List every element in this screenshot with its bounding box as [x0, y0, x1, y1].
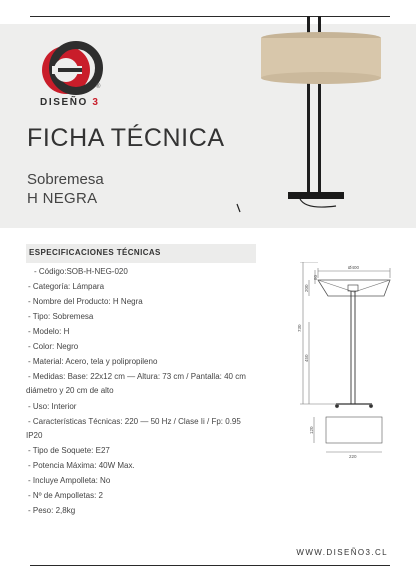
spec-item: - Tipo de Soquete: E27: [28, 446, 110, 455]
spec-item: - Material: Acero, tela y polipropileno: [28, 357, 158, 366]
lamp-base: [288, 192, 344, 199]
product-category: Sobremesa: [27, 171, 104, 188]
technical-drawing: [288, 262, 396, 462]
brand-word: DISEÑO: [40, 97, 88, 108]
spec-item-continued: IP20: [26, 431, 43, 440]
spec-item-continued: diámetro y 20 cm de alto: [26, 386, 114, 395]
spec-item: - Color: Negro: [28, 342, 79, 351]
lamp-shade-bottom: [261, 72, 381, 84]
dim-total-label: 730: [297, 324, 302, 332]
footer-website-link[interactable]: WWW.DISEÑO3.CL: [296, 548, 388, 557]
brand-name: [40, 97, 100, 108]
spec-item: - Nombre del Producto: H Negra: [28, 297, 143, 306]
drawing-base-plan: [326, 417, 382, 443]
spec-item: - Peso: 2,8kg: [28, 506, 76, 515]
dim-stem-label: 450: [304, 354, 309, 362]
lamp-photo: [236, 16, 406, 216]
lamp-cable-end: [237, 204, 240, 212]
spec-item: - Medidas: Base: 22x12 cm — Altura: 73 cm / Pantalla: 40 cm: [28, 372, 246, 381]
drawing-shade: [318, 280, 390, 296]
spec-item: - Incluye Ampolleta: No: [28, 476, 111, 485]
spec-item: - Nº de Ampolletas: 2: [28, 491, 103, 500]
specs-heading-label: ESPECIFICACIONES TÉCNICAS: [29, 248, 161, 257]
lamp-cable: [300, 199, 336, 207]
dim-base-depth-label: 120: [309, 426, 314, 434]
spec-item: - Características Técnicas: 220 — 50 Hz / Clase Ii / Fp: 0.95: [28, 417, 241, 426]
dim-shade-label: 200: [304, 284, 309, 292]
page-title: FICHA TÉCNICA: [27, 124, 225, 152]
spec-item: - Uso: Interior: [28, 402, 77, 411]
dim-base-width-label: 220: [349, 454, 357, 459]
spec-item: - Potencia Máxima: 40W Max.: [28, 461, 135, 470]
spec-item: - Código:SOB-H-NEG-020: [34, 267, 128, 276]
brand-number: 3: [92, 97, 100, 108]
registered-mark: ®: [96, 84, 101, 90]
specs-heading: [26, 244, 256, 263]
drawing-foot-right: [369, 404, 373, 408]
drawing-foot-left: [335, 404, 339, 408]
product-name: H NEGRA: [27, 190, 98, 207]
spec-item: - Tipo: Sobremesa: [28, 312, 94, 321]
drawing-socket: [348, 285, 358, 291]
footer-rule: [30, 565, 390, 566]
dim-top-label: Ø400: [348, 265, 360, 270]
spec-item: - Modelo: H: [28, 327, 70, 336]
spec-item: - Categoría: Lámpara: [28, 282, 105, 291]
dim-small-label: 80: [313, 274, 318, 280]
